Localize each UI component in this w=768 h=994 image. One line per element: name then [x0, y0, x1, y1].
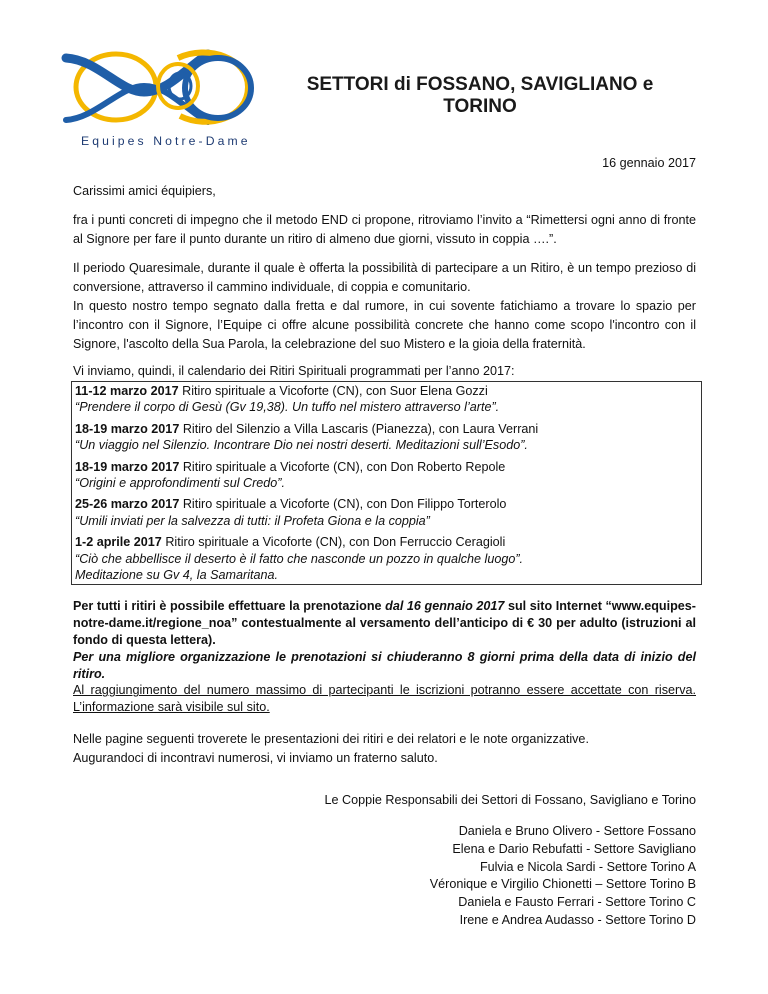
letter-date: 16 gennaio 2017 — [602, 156, 696, 170]
calendar-intro: Vi inviamo, quindi, il calendario dei Ritiri Spirituali programmati per l’anno 2017: — [73, 364, 515, 378]
booking-deadline: Per una migliore organizzazione le prenotazioni si chiuderanno 8 giorni prima della data di inizio del ritiro. — [73, 649, 696, 681]
retreat-theme: “Umili inviati per la salvezza di tutti: il Profeta Giona e la coppia” — [75, 513, 430, 528]
signers-list — [430, 823, 696, 930]
signer: Elena e Dario Rebufatti - Settore Savigliano — [452, 841, 696, 856]
booking-text-2: sul sito Internet “www.equipes-notre-dame.it/regione_noa” contestualmente al versamento dell’anticipo di € 30 per adulto (istruzioni al fondo di questa lettera). — [73, 599, 696, 648]
retreat-theme: “Un viaggio nel Silenzio. Incontrare Dio nei nostri deserti. Meditazioni sull’Esodo”. — [75, 438, 528, 453]
signer: Irene e Andrea Audasso - Settore Torino D — [459, 912, 696, 927]
greeting: Carissimi amici équipiers, — [73, 184, 216, 198]
retreat-description: Ritiro spirituale a Vicoforte (CN), con Don Ferruccio Ceragioli — [161, 535, 506, 550]
retreat-theme: “Prendere il corpo di Gesù (Gv 19,38). Un tuffo nel mistero attraverso l’arte”. — [75, 400, 500, 415]
retreat-theme-note: Meditazione su Gv 4, la Samaritana. — [75, 568, 279, 583]
retreat-date: 25-26 marzo 2017 — [75, 497, 180, 512]
retreat-date: 1-2 aprile 2017 — [75, 535, 162, 550]
title-line-1: SETTORI di FOSSANO, SAVIGLIANO e — [306, 74, 654, 95]
retreat-item — [75, 534, 698, 583]
booking-start-date: dal 16 gennaio 2017 — [385, 599, 505, 614]
logo-text: Equipes Notre-Dame — [81, 134, 251, 148]
retreat-theme: “Origini e approfondimenti sul Credo”. — [75, 476, 285, 491]
logo — [58, 40, 268, 155]
retreat-date: 18-19 marzo 2017 — [75, 421, 180, 436]
title-line-2: TORINO — [443, 96, 517, 117]
retreat-calendar-box — [71, 381, 702, 585]
booking-limit-note: Al raggiungimento del numero massimo di partecipanti le iscrizioni potranno essere accettate con riserva. L’informazione sarà visibile sul sito. — [73, 683, 696, 715]
page-title — [280, 74, 680, 118]
retreat-date: 18-19 marzo 2017 — [75, 459, 180, 474]
paragraph-1: fra i punti concreti di impegno che il metodo END ci propone, ritroviamo l’invito a “Rimettersi ogni anno di fronte al Signore per fare il punto durante un ritiro di almeno due giorni, vissuto in coppia ….”. — [73, 213, 696, 246]
closing-line-2: Augurandoci di incontravi numerosi, vi inviamo un fraterno saluto. — [73, 751, 438, 766]
signer: Daniela e Fausto Ferrari - Settore Torino C — [458, 895, 696, 910]
booking-text-1: Per tutti i ritiri è possibile effettuare la prenotazione — [73, 599, 386, 614]
retreat-item — [75, 421, 698, 454]
signature-heading: Le Coppie Responsabili dei Settori di Fossano, Savigliano e Torino — [324, 793, 696, 807]
closing — [73, 730, 696, 768]
booking-info — [73, 598, 696, 648]
fish-symbol-icon — [58, 40, 268, 135]
paragraph-2b: In questo nostro tempo segnato dalla fretta e dal rumore, in cui sovente fatichiamo a trovare lo spazio per l’incontro con il Signore, l’Equipe ci offre alcune possibilità concrete che hanno come scopo l'incontro con il Signore, l'ascolto della Sua Parola, la celebrazione del suo Mistero e la gioia della fraternità. — [73, 299, 696, 351]
retreat-description: Ritiro spirituale a Vicoforte (CN), con Suor Elena Gozzi — [178, 384, 488, 398]
retreat-theme: “Ciò che abbellisce il deserto è il fatto che nasconde un pozzo in qualche luogo”. — [75, 551, 524, 566]
retreat-item — [75, 383, 698, 416]
letter-body — [73, 182, 696, 768]
paragraph-2a: Il periodo Quaresimale, durante il quale è offerta la possibilità di partecipare a un Ritiro, è un tempo prezioso di conversione, attraverso il cammino individuale, di coppia e comunitario. — [73, 261, 696, 294]
retreat-date: 11-12 marzo 2017 — [75, 384, 179, 398]
signer: Véronique e Virgilio Chionetti – Settore Torino B — [429, 877, 696, 892]
retreat-description: Ritiro spirituale a Vicoforte (CN), con Don Filippo Torterolo — [179, 497, 507, 512]
retreat-description: Ritiro del Silenzio a Villa Lascaris (Pianezza), con Laura Verrani — [179, 421, 539, 436]
retreat-item — [75, 459, 698, 492]
signer: Fulvia e Nicola Sardi - Settore Torino A — [479, 859, 696, 874]
retreat-description: Ritiro spirituale a Vicoforte (CN), con Don Roberto Repole — [179, 459, 506, 474]
signer: Daniela e Bruno Olivero - Settore Fossano — [458, 824, 696, 838]
closing-line-1: Nelle pagine seguenti troverete le presentazioni dei ritiri e dei relatori e le note organizzative. — [73, 732, 589, 747]
retreat-item — [75, 496, 698, 529]
